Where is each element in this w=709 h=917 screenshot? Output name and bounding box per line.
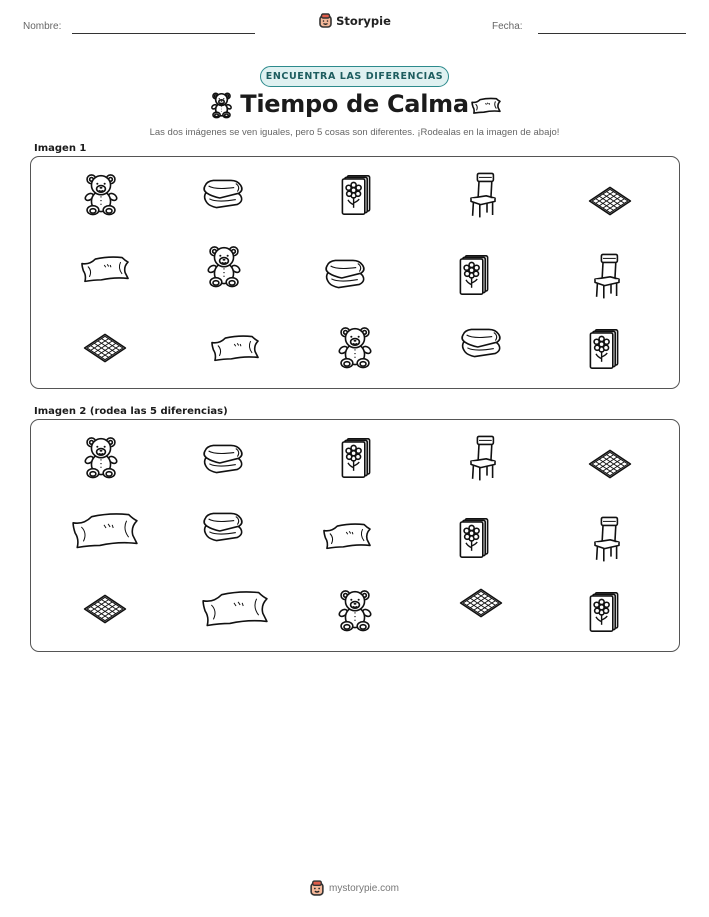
flower-book-icon[interactable]: [584, 588, 624, 636]
pillow-icon: [209, 332, 261, 362]
flower-book-icon: [584, 325, 624, 373]
teddy-bear-icon: [202, 241, 246, 291]
pillow-icon: [79, 253, 131, 283]
image-1-panel: [30, 156, 680, 389]
name-label: Nombre:: [23, 21, 62, 32]
page-title: Tiempo de Calma: [240, 90, 469, 118]
chair-icon: [587, 251, 627, 301]
waffle-mat-icon[interactable]: [455, 586, 507, 620]
folded-blanket-icon: [199, 174, 247, 214]
folded-blanket-icon: [321, 254, 369, 294]
activity-badge: ENCUENTRA LAS DIFERENCIAS: [260, 66, 449, 87]
waffle-mat-icon[interactable]: [584, 447, 636, 481]
waffle-mat-icon: [584, 184, 636, 218]
date-field[interactable]: [538, 33, 686, 34]
brand-name: Storypie: [336, 13, 391, 28]
teddy-bear-icon[interactable]: [79, 432, 123, 482]
chair-icon: [463, 170, 503, 220]
panel1-label: Imagen 1: [34, 143, 87, 154]
footer-url[interactable]: mystorypie.com: [328, 882, 399, 894]
image-2-panel[interactable]: [30, 419, 680, 652]
flower-book-icon[interactable]: [336, 434, 376, 482]
date-label: Fecha:: [492, 21, 523, 32]
waffle-mat-icon[interactable]: [79, 592, 131, 626]
chair-icon[interactable]: [463, 433, 503, 483]
pillow-icon[interactable]: [199, 586, 271, 628]
flower-book-icon[interactable]: [454, 514, 494, 562]
folded-blanket-icon[interactable]: [199, 507, 247, 547]
folded-blanket-icon[interactable]: [199, 439, 247, 479]
teddy-bear-icon[interactable]: [333, 585, 377, 635]
waffle-mat-icon: [79, 331, 131, 365]
chair-icon[interactable]: [587, 514, 627, 564]
panel2-label: Imagen 2 (rodea las 5 diferencias): [34, 406, 228, 417]
storypie-mascot-icon: [310, 880, 324, 896]
teddy-bear-icon: [79, 169, 123, 219]
pillow-icon[interactable]: [69, 508, 141, 550]
flower-book-icon: [454, 251, 494, 299]
instructions: Las dos imágenes se ven iguales, pero 5 cosas son diferentes. ¡Rodealas en la imagen de abajo!: [149, 127, 560, 138]
pillow-icon[interactable]: [321, 520, 373, 550]
teddy-bear-icon: [333, 322, 377, 372]
storypie-mascot-icon: [319, 13, 332, 28]
folded-blanket-icon: [457, 323, 505, 363]
footer: [0, 880, 709, 896]
brand-logo: [300, 13, 410, 28]
flower-book-icon: [336, 171, 376, 219]
name-field[interactable]: [72, 33, 255, 34]
title-pillow-icon: [470, 96, 502, 114]
